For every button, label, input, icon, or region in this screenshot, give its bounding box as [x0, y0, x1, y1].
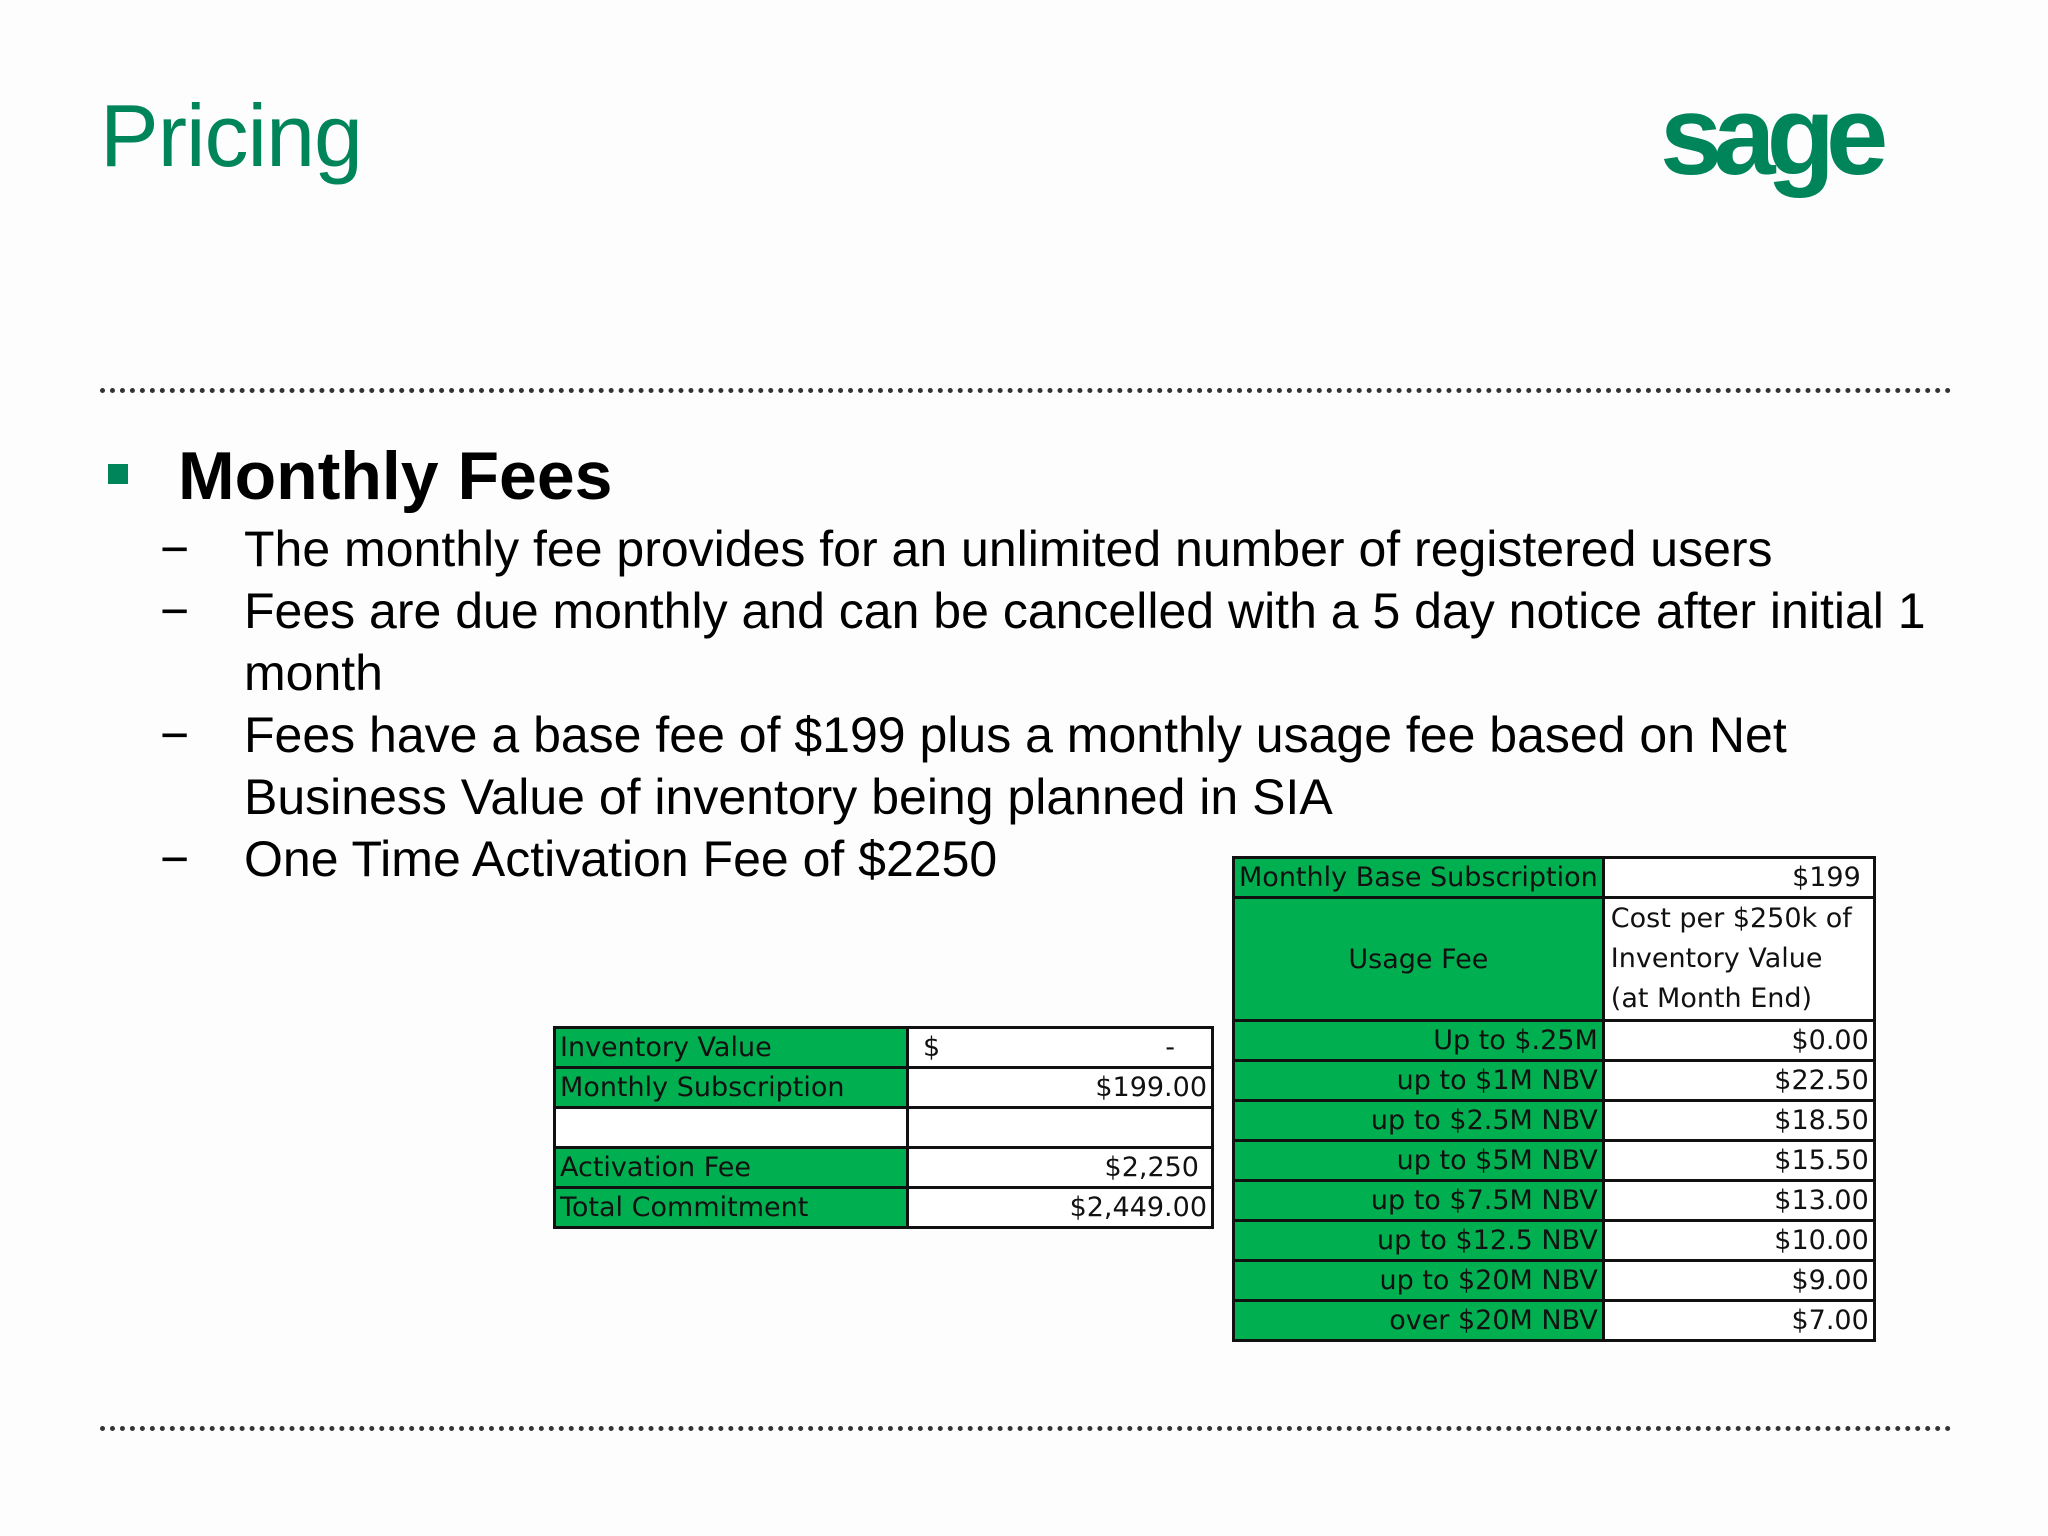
- table-row: [1234, 898, 1875, 1021]
- tier-value: $10.00: [1603, 1221, 1874, 1261]
- inventory-value-label: Inventory Value: [555, 1028, 908, 1068]
- tier-label: up to $7.5M NBV: [1234, 1181, 1604, 1221]
- table-row: [1234, 1221, 1875, 1261]
- tier-label: up to $2.5M NBV: [1234, 1101, 1604, 1141]
- tier-label: up to $5M NBV: [1234, 1141, 1604, 1181]
- table-row: [1234, 1141, 1875, 1181]
- table-row: [1234, 1301, 1875, 1341]
- usage-fee-note: Cost per $250k of Inventory Value (at Month End): [1603, 898, 1874, 1021]
- base-subscription-value: $199: [1603, 858, 1874, 898]
- tier-value: $13.00: [1603, 1181, 1874, 1221]
- table-row: [1234, 1021, 1875, 1061]
- currency-symbol: $: [923, 1032, 941, 1063]
- tier-label: up to $1M NBV: [1234, 1061, 1604, 1101]
- table-row: [1234, 1181, 1875, 1221]
- commitment-summary-table: [553, 1026, 1214, 1229]
- table-row: [555, 1148, 1213, 1188]
- list-item-text: One Time Activation Fee of $2250: [244, 831, 998, 887]
- dash-bullet-icon: −: [160, 831, 190, 887]
- list-item-text: The monthly fee provides for an unlimited number of registered users: [244, 521, 1773, 577]
- dash-bullet-icon: −: [160, 707, 190, 763]
- square-bullet-icon: [108, 464, 128, 484]
- total-commitment-label: Total Commitment: [555, 1188, 908, 1228]
- table-row: [1234, 1061, 1875, 1101]
- table-row: [1234, 858, 1875, 898]
- total-commitment-value: $2,449.00: [908, 1188, 1213, 1228]
- activation-fee-value: $2,250: [908, 1148, 1213, 1188]
- tier-value: $18.50: [1603, 1101, 1874, 1141]
- list-item-text: Fees are due monthly and can be cancelled with a 5 day notice after initial 1 month: [244, 583, 1926, 701]
- tier-value: $22.50: [1603, 1061, 1874, 1101]
- fee-details-list: [160, 518, 1950, 890]
- inventory-value: -: [1165, 1032, 1175, 1063]
- usage-fee-label: Usage Fee: [1234, 898, 1604, 1021]
- tier-value: $9.00: [1603, 1261, 1874, 1301]
- tier-value: $15.50: [1603, 1141, 1874, 1181]
- table-row: [555, 1068, 1213, 1108]
- inventory-value-cell: [908, 1028, 1213, 1068]
- empty-label-cell: [555, 1108, 908, 1148]
- bottom-divider: [100, 1426, 1952, 1431]
- table-row: [555, 1188, 1213, 1228]
- table-row: [555, 1108, 1213, 1148]
- tier-label: Up to $.25M: [1234, 1021, 1604, 1061]
- list-item: [160, 704, 1950, 828]
- list-item-text: Fees have a base fee of $199 plus a monthly usage fee based on Net Business Value of inventory being planned in SIA: [244, 707, 1787, 825]
- empty-value-cell: [908, 1108, 1213, 1148]
- tier-label: over $20M NBV: [1234, 1301, 1604, 1341]
- sage-logo: [1660, 92, 1960, 222]
- monthly-subscription-label: Monthly Subscription: [555, 1068, 908, 1108]
- list-item: [160, 580, 1950, 704]
- top-divider: [100, 388, 1952, 393]
- tier-value: $0.00: [1603, 1021, 1874, 1061]
- base-subscription-label: Monthly Base Subscription: [1234, 858, 1604, 898]
- tier-label: up to $20M NBV: [1234, 1261, 1604, 1301]
- table-row: [1234, 1261, 1875, 1301]
- activation-fee-label: Activation Fee: [555, 1148, 908, 1188]
- sage-logo-text: sage: [1660, 92, 1880, 198]
- section-heading: Monthly Fees: [178, 438, 613, 514]
- tier-value: $7.00: [1603, 1301, 1874, 1341]
- table-row: [555, 1028, 1213, 1068]
- tier-label: up to $12.5 NBV: [1234, 1221, 1604, 1261]
- table-row: [1234, 1101, 1875, 1141]
- dash-bullet-icon: −: [160, 583, 190, 639]
- monthly-subscription-value: $199.00: [908, 1068, 1213, 1108]
- list-item: [160, 518, 1950, 580]
- dash-bullet-icon: −: [160, 521, 190, 577]
- slide-title: Pricing: [100, 86, 362, 185]
- usage-pricing-table: [1232, 856, 1876, 1342]
